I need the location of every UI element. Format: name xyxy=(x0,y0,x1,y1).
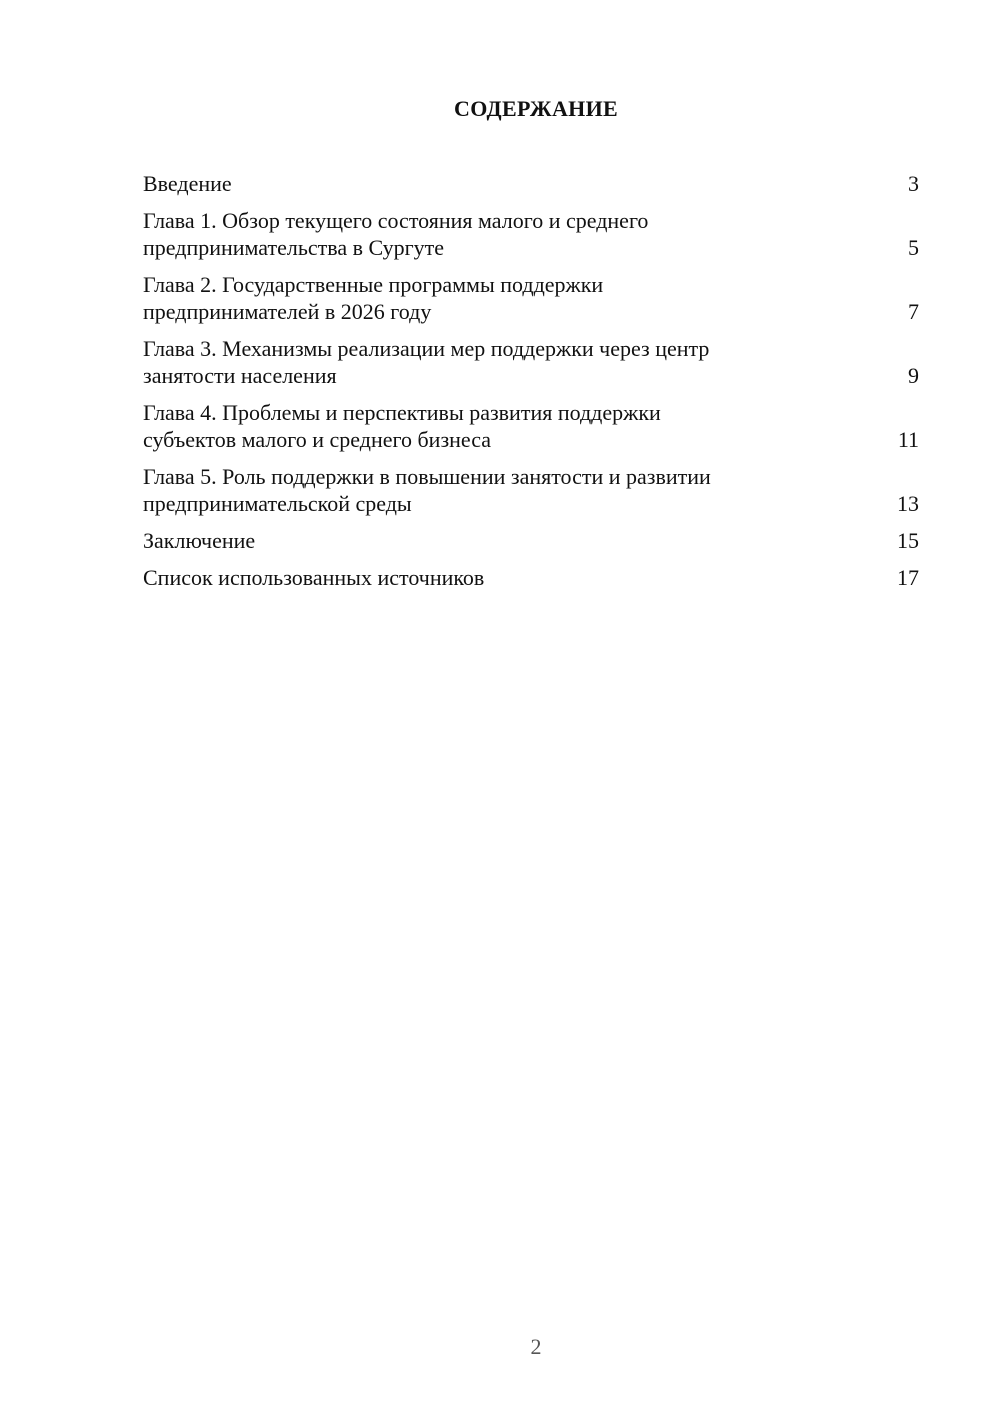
toc-entry-references[interactable] xyxy=(143,564,919,591)
toc-entry-line: Глава 4. Проблемы и перспективы развития поддержки xyxy=(143,400,661,425)
toc-entry-line: Список использованных источников xyxy=(143,565,485,590)
toc-entry-text xyxy=(143,170,889,197)
toc-page-number: 11 xyxy=(897,427,919,452)
toc-page-number: 5 xyxy=(908,235,919,260)
toc-entry-chapter-1[interactable] xyxy=(143,207,919,261)
toc-entry-line: Введение xyxy=(143,171,232,196)
toc-entry-text xyxy=(143,335,889,389)
toc-entry-text xyxy=(143,207,889,261)
toc-entry-line: предпринимателей в 2026 году xyxy=(143,299,432,324)
toc-entry-line: Глава 1. Обзор текущего состояния малого и среднего xyxy=(143,208,649,233)
toc-entry-text xyxy=(143,463,889,517)
toc-entry-line: Заключение xyxy=(143,528,256,553)
toc-entry-line: предпринимательской среды xyxy=(143,491,412,516)
toc-entry-chapter-3[interactable] xyxy=(143,335,919,389)
table-of-contents xyxy=(143,170,919,601)
toc-entry-line: Глава 2. Государственные программы поддержки xyxy=(143,272,604,297)
toc-entry-introduction[interactable] xyxy=(143,170,919,197)
toc-page-number: 7 xyxy=(908,299,919,324)
toc-page-number: 9 xyxy=(908,363,919,388)
toc-page-number: 17 xyxy=(897,565,919,590)
page-number: 2 xyxy=(530,1334,542,1359)
toc-entry-conclusion[interactable] xyxy=(143,527,919,554)
toc-page-number: 15 xyxy=(897,528,919,553)
toc-entry-line: Глава 5. Роль поддержки в повышении занятости и развитии xyxy=(143,464,711,489)
toc-entry-line: предпринимательства в Сургуте xyxy=(143,235,445,260)
toc-entry-line: субъектов малого и среднего бизнеса xyxy=(143,427,492,452)
toc-entry-text xyxy=(143,527,889,554)
toc-entry-text xyxy=(143,399,889,453)
toc-entry-line: Глава 3. Механизмы реализации мер поддержки через центр xyxy=(143,336,710,361)
toc-entry-chapter-4[interactable] xyxy=(143,399,919,453)
toc-entry-chapter-5[interactable] xyxy=(143,463,919,517)
page-title: СОДЕРЖАНИЕ xyxy=(454,96,618,121)
toc-entry-text xyxy=(143,564,889,591)
toc-entry-chapter-2[interactable] xyxy=(143,271,919,325)
toc-page-number: 3 xyxy=(908,171,919,196)
toc-entry-line: занятости населения xyxy=(143,363,337,388)
toc-page-number: 13 xyxy=(897,491,919,516)
toc-entry-text xyxy=(143,271,889,325)
